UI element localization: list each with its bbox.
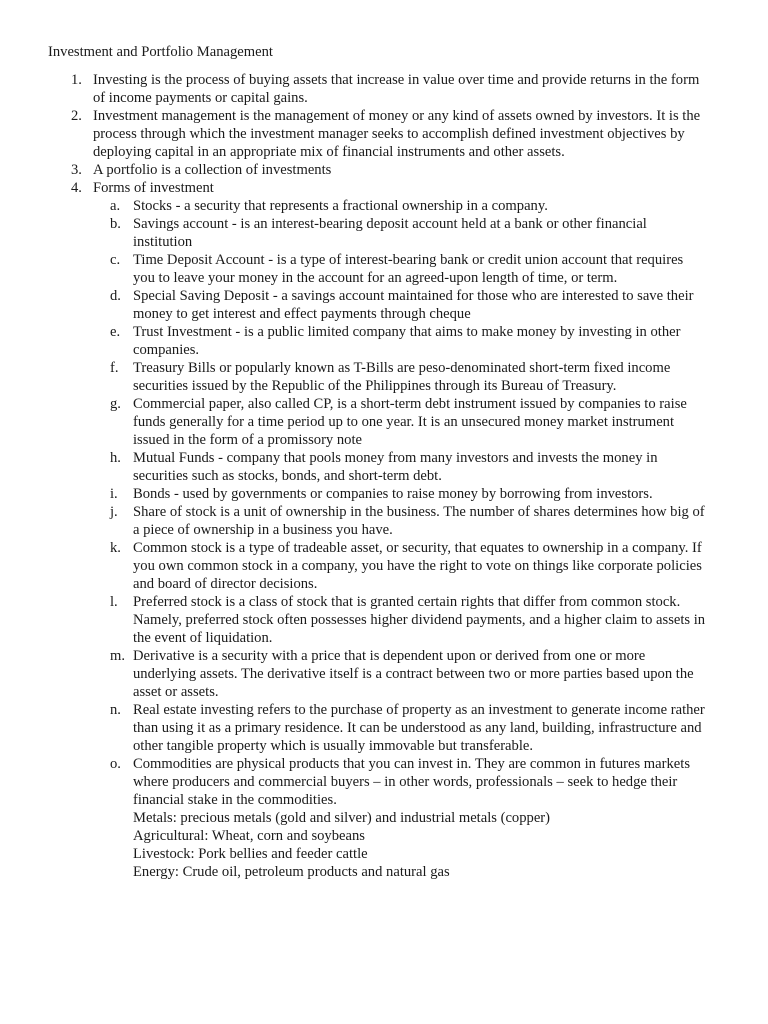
sub-item-letter: j. xyxy=(110,504,118,520)
sub-item-text: Trust Investment - is a public limited company that aims to make money by investing in other companies. xyxy=(133,324,681,358)
sub-item-text: Treasury Bills or popularly known as T-Bills are peso-denominated short-term fixed income securities issued by the Republic of the Philippines through its Bureau of Treasury. xyxy=(133,360,671,394)
sub-item-j xyxy=(93,503,708,539)
sub-item-letter: f. xyxy=(110,360,119,376)
sub-item-text: Mutual Funds - company that pools money from many investors and invests the money in securities such as stocks, bonds, and short-term debt. xyxy=(133,450,658,484)
sub-item-l xyxy=(93,593,708,647)
sub-item-text: Common stock is a type of tradeable asset, or security, that equates to ownership in a company. If you own common stock in a company, you have the right to vote on things like corporate policies and board of director decisions. xyxy=(133,540,702,592)
sub-item-letter: b. xyxy=(110,216,121,232)
sub-item-k xyxy=(93,539,708,593)
list-number: 4. xyxy=(71,180,82,196)
sub-item-a xyxy=(93,197,708,215)
sub-item-b xyxy=(93,215,708,251)
sub-item-d xyxy=(93,287,708,323)
sub-item-i xyxy=(93,485,708,503)
sub-item-letter: m. xyxy=(110,648,125,664)
sub-item-letter: h. xyxy=(110,450,121,466)
sub-item-o xyxy=(93,755,708,881)
sub-item-text: Commodities are physical products that you can invest in. They are common in futures markets where producers and commercial buyers – in other words, professionals – seek to hedge their financial stake in the commodities. xyxy=(133,756,690,808)
sub-item-text: Stocks - a security that represents a fractional ownership in a company. xyxy=(133,198,548,214)
sub-item-letter: k. xyxy=(110,540,121,556)
sub-item-text: Savings account - is an interest-bearing deposit account held at a bank or other financial institution xyxy=(133,216,647,250)
list-item-2 xyxy=(0,107,768,161)
sub-item-text: Bonds - used by governments or companies to raise money by borrowing from investors. xyxy=(133,486,653,502)
sub-item-m xyxy=(93,647,708,701)
list-number: 3. xyxy=(71,162,82,178)
list-number: 2. xyxy=(71,108,82,124)
commodity-metals-line: Metals: precious metals (gold and silver) and industrial metals (copper) xyxy=(133,810,551,826)
sub-item-text: Share of stock is a unit of ownership in the business. The number of shares determines how big of a piece of ownership in a business you have. xyxy=(133,504,705,538)
sub-item-h xyxy=(93,449,708,485)
document-title: Investment and Portfolio Management xyxy=(48,44,273,60)
list-item-text: Investment management is the management of money or any kind of assets owned by investors. It is the process through which the investment manager seeks to accomplish defined investment objectives by deploying capital in an appropriate mix of financial instruments and other assets. xyxy=(93,108,701,160)
sub-item-letter: g. xyxy=(110,396,121,412)
list-item-text: Investing is the process of buying assets that increase in value over time and provide returns in the form of income payments or capital gains. xyxy=(93,72,700,106)
sub-item-f xyxy=(93,359,708,395)
sub-item-letter: d. xyxy=(110,288,121,304)
sub-item-text: Commercial paper, also called CP, is a short-term debt instrument issued by companies to raise funds generally for a time period up to one year. It is an unsecured money market instrument issued in the form of a promissory note xyxy=(133,396,687,448)
commodity-energy-line: Energy: Crude oil, petroleum products and natural gas xyxy=(133,864,450,880)
sub-item-text: Real estate investing refers to the purchase of property as an investment to generate income rather than using it as a primary residence. It can be understood as any land, building, infrastructure and other tangible property which is usually immovable but transferable. xyxy=(133,702,705,754)
list-item-4 xyxy=(0,179,768,881)
sub-item-letter: i. xyxy=(110,486,118,502)
sub-item-text: Derivative is a security with a price that is dependent upon or derived from one or more underlying assets. The derivative itself is a contract between two or more parties based upon the asset or assets. xyxy=(133,648,694,700)
sub-item-letter: a. xyxy=(110,198,121,214)
sub-item-letter: l. xyxy=(110,594,118,610)
commodity-livestock-line: Livestock: Pork bellies and feeder cattle xyxy=(133,846,368,862)
sub-item-letter: e. xyxy=(110,324,121,340)
list-number: 1. xyxy=(71,72,82,88)
sub-item-n xyxy=(93,701,708,755)
list-item-text: Forms of investment xyxy=(93,180,214,196)
sub-item-text: Special Saving Deposit - a savings account maintained for those who are interested to save their money to get interest and effect payments through cheque xyxy=(133,288,694,322)
sub-item-letter: c. xyxy=(110,252,121,268)
forms-of-investment-list xyxy=(93,197,708,881)
sub-item-g xyxy=(93,395,708,449)
sub-item-text: Time Deposit Account - is a type of interest-bearing bank or credit union account that requires you to leave your money in the account for an agreed-upon length of time, or term. xyxy=(133,252,684,286)
list-item-text: A portfolio is a collection of investments xyxy=(93,162,332,178)
sub-item-e xyxy=(93,323,708,359)
sub-item-text: Preferred stock is a class of stock that is granted certain rights that differ from common stock. Namely, preferred stock often possesses higher dividend payments, and a higher claim to assets in the event of liquidation. xyxy=(133,594,706,646)
commodity-agricultural-line: Agricultural: Wheat, corn and soybeans xyxy=(133,828,365,844)
sub-item-letter: o. xyxy=(110,756,121,772)
list-item-3 xyxy=(0,161,768,179)
sub-item-letter: n. xyxy=(110,702,121,718)
sub-item-c xyxy=(93,251,708,287)
main-numbered-list xyxy=(0,71,768,881)
list-item-1 xyxy=(0,71,768,107)
